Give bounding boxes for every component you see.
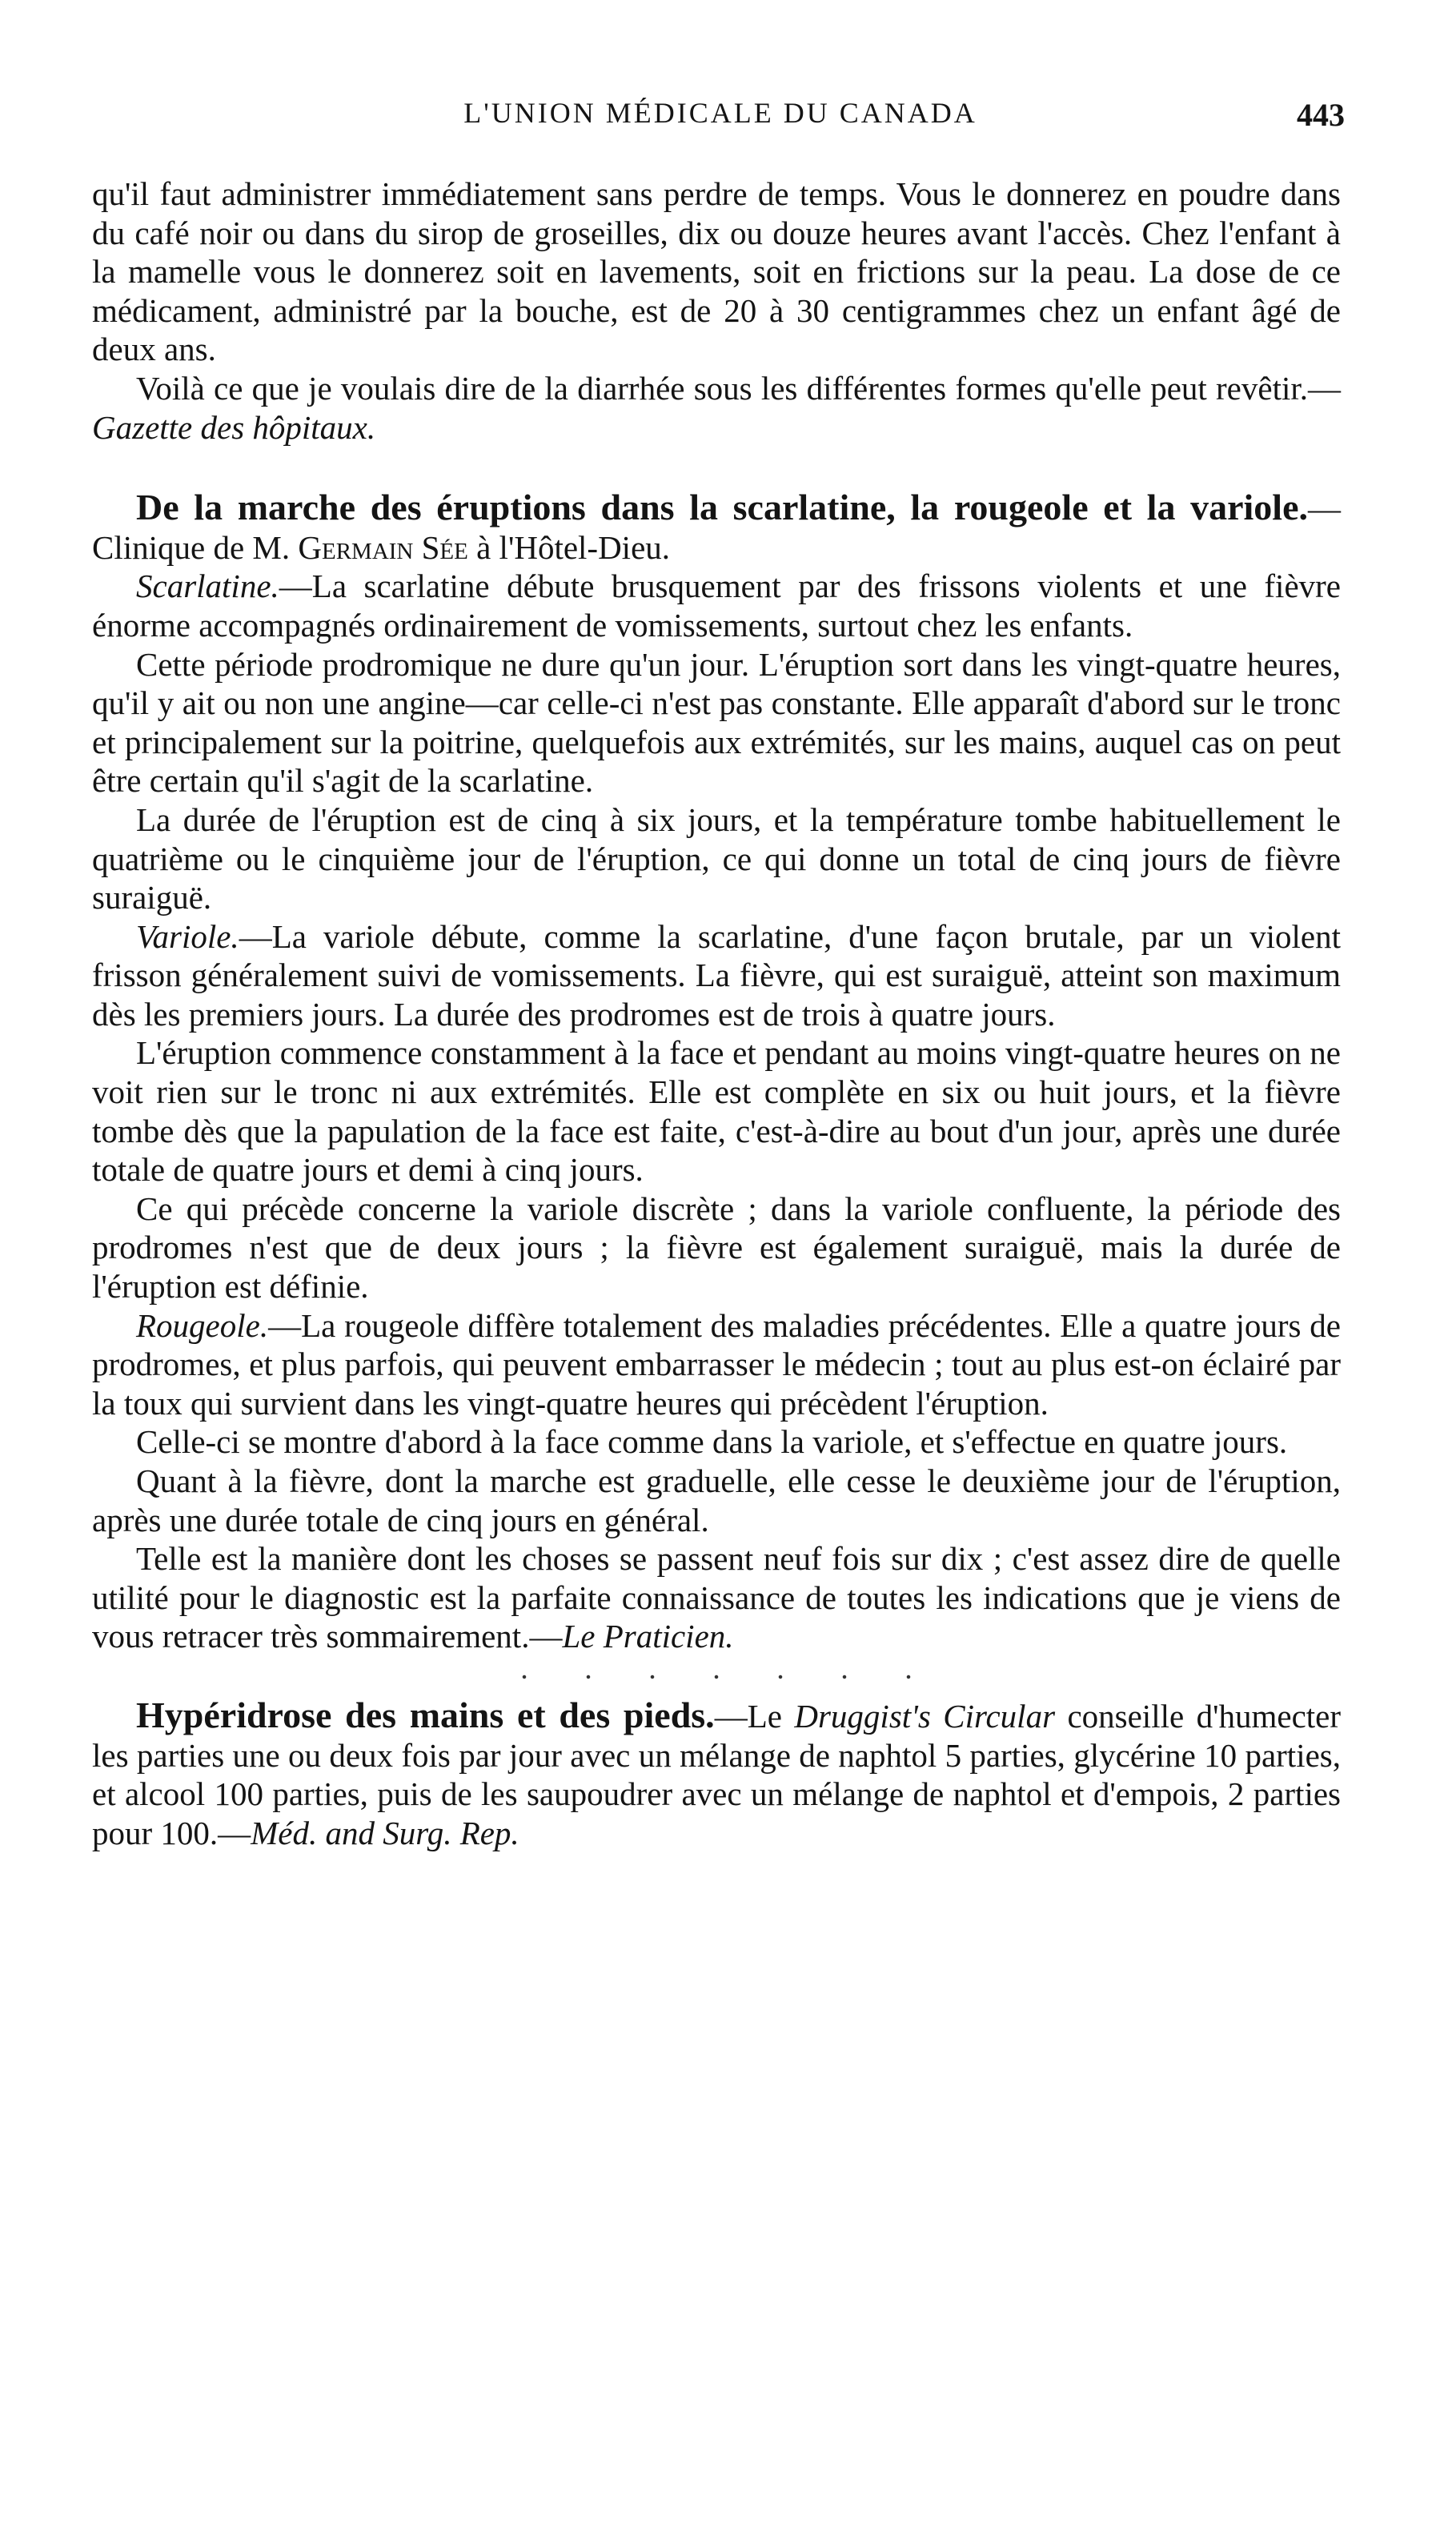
professor-name: Germain Sée: [298, 528, 468, 566]
gazette-source: Gazette des hôpitaux.: [92, 408, 376, 446]
continuation-text: qu'il faut administrer immédiatement sans perdre de temps. Vous le donnerez en poudre dans du café noir ou dans du sirop de groseilles, dix ou douze heures avant l'accès. Chez l'enfant à la mamelle vous le donnerez soit en lavements, soit en frictions sur la peau. La dose de ce médicament, administré par la bouche, est de 20 à 30 centigrammes chez un enfant âgé de deux ans.: [92, 175, 1341, 368]
page-number: 443: [1297, 97, 1345, 133]
clinic-intro-prefix: —Clinique de M.: [92, 490, 1341, 566]
variole-discrete-paragraph: Ce qui précède concerne la variole discrète ; dans la variole confluente, la période des prodromes n'est que de deux jours ; la fièvre est également suraiguë, mais la durée de l'éruption est définie.: [92, 1189, 1341, 1306]
continuation-closing-paragraph: [92, 369, 1341, 447]
prodromic-period-paragraph: Cette période prodromique ne dure qu'un jour. L'éruption sort dans les vingt-quatre heures, qu'il y ait ou non une angine—car celle-ci n'est pas constante. Elle apparaît d'abord sur le tronc et principalement sur la poitrine, quelquefois aux extrémités, sur les mains, auquel cas on peut être certain qu'il s'agit de la scarlatine.: [92, 645, 1341, 800]
body-text: [92, 174, 1341, 1852]
running-head: [96, 96, 1345, 144]
rougeole-paragraph: [92, 1306, 1341, 1423]
hyperidrose-text: conseille d'humecter les parties une ou deux fois par jour avec un mélange de naphtol 5 parties, glycérine 10 parties, et alcool 100 parties, puis de les saupoudrer avec un mélange de naphtol et d'empois, 2 parties pour 100.—: [92, 1697, 1342, 1851]
continuation-paragraph: [92, 174, 1341, 369]
journal-name: Druggist's Circular: [794, 1697, 1056, 1735]
section-divider: [492, 1674, 941, 1680]
variole-paragraph: [92, 917, 1341, 1034]
scarlatine-paragraph: [92, 567, 1341, 644]
rougeole-face-paragraph: Celle-ci se montre d'abord à la face comme dans la variole, et s'effectue en quatre jours.: [136, 1423, 1288, 1461]
hyperidrose-paragraph: [92, 1696, 1341, 1852]
variole-label: Variole.: [136, 917, 239, 955]
scarlatine-label: Scarlatine.: [136, 568, 279, 605]
hyperidrose-heading: Hypéridrose des mains et des pieds.: [136, 1694, 715, 1735]
rougeole-text: —La rougeole diffère totalement des maladies précédentes. Elle a quatre jours de prodromes, et plus parfois, qui peuvent embarrasser le médecin ; tout au plus est-on éclairé par la toux qui survient dans les vingt-quatre heures qui précèdent l'éruption.: [92, 1306, 1341, 1422]
hyperidrose-prefix: —Le: [714, 1697, 795, 1735]
variole-text: —La variole débute, comme la scarlatine, d'une façon brutale, par un violent frisson généralement suivi de vomissements. La fièvre, qui est suraiguë, atteint son maximum dès les premiers jours. La durée des prodromes est de trois à quatre jours.: [92, 917, 1341, 1033]
eruption-duration-paragraph: La durée de l'éruption est de cinq à six jours, et la température tombe habituellement le quatrième ou le cinquième jour de l'éruption, ce qui donne un total de cinq jours de fièvre suraiguë.: [92, 800, 1341, 917]
scarlatine-article-heading: De la marche des éruptions dans la scarlatine, la rougeole et la variole.: [136, 487, 1308, 528]
scarlatine-text: —La scarlatine débute brusquement par des frissons violents et une fièvre énorme accompagnés ordinairement de vomissements, surtout chez les enfants.: [92, 568, 1341, 644]
praticien-source: Le Praticien.: [562, 1618, 734, 1655]
rougeole-label: Rougeole.: [136, 1306, 269, 1344]
clinic-intro-suffix: à l'Hôtel-Dieu.: [467, 528, 671, 566]
conclusion-paragraph: [92, 1539, 1341, 1656]
section-gap: [92, 447, 1341, 488]
continuation-closing-text: Voilà ce que je voulais dire de la diarrhée sous les différentes formes qu'elle peut revêtir.—: [136, 369, 1341, 407]
conclusion-text: Telle est la manière dont les choses se passent neuf fois sur dix ; c'est assez dire de quelle utilité pour le diagnostic est la parfaite connaissance de toutes les indications que je viens de vous retracer très sommairement.—: [92, 1540, 1341, 1655]
variole-eruption-paragraph: L'éruption commence constamment à la face et pendant au moins vingt-quatre heures on ne voit rien sur le tronc ni aux extrémités. Elle est complète en six ou huit jours, et la fièvre tombe dès que la papulation de la face est faite, c'est-à-dire au bout d'un jour, après une durée totale de quatre jours et demi à cinq jours.: [92, 1034, 1341, 1189]
med-surg-source: Méd. and Surg. Rep.: [251, 1814, 519, 1851]
scarlatine-intro-paragraph: [92, 488, 1341, 567]
running-title: L'UNION MÉDICALE DU CANADA: [463, 97, 977, 129]
fever-paragraph: Quant à la fièvre, dont la marche est graduelle, elle cesse le deuxième jour de l'éruption, après une durée totale de cinq jours en général.: [92, 1462, 1341, 1538]
